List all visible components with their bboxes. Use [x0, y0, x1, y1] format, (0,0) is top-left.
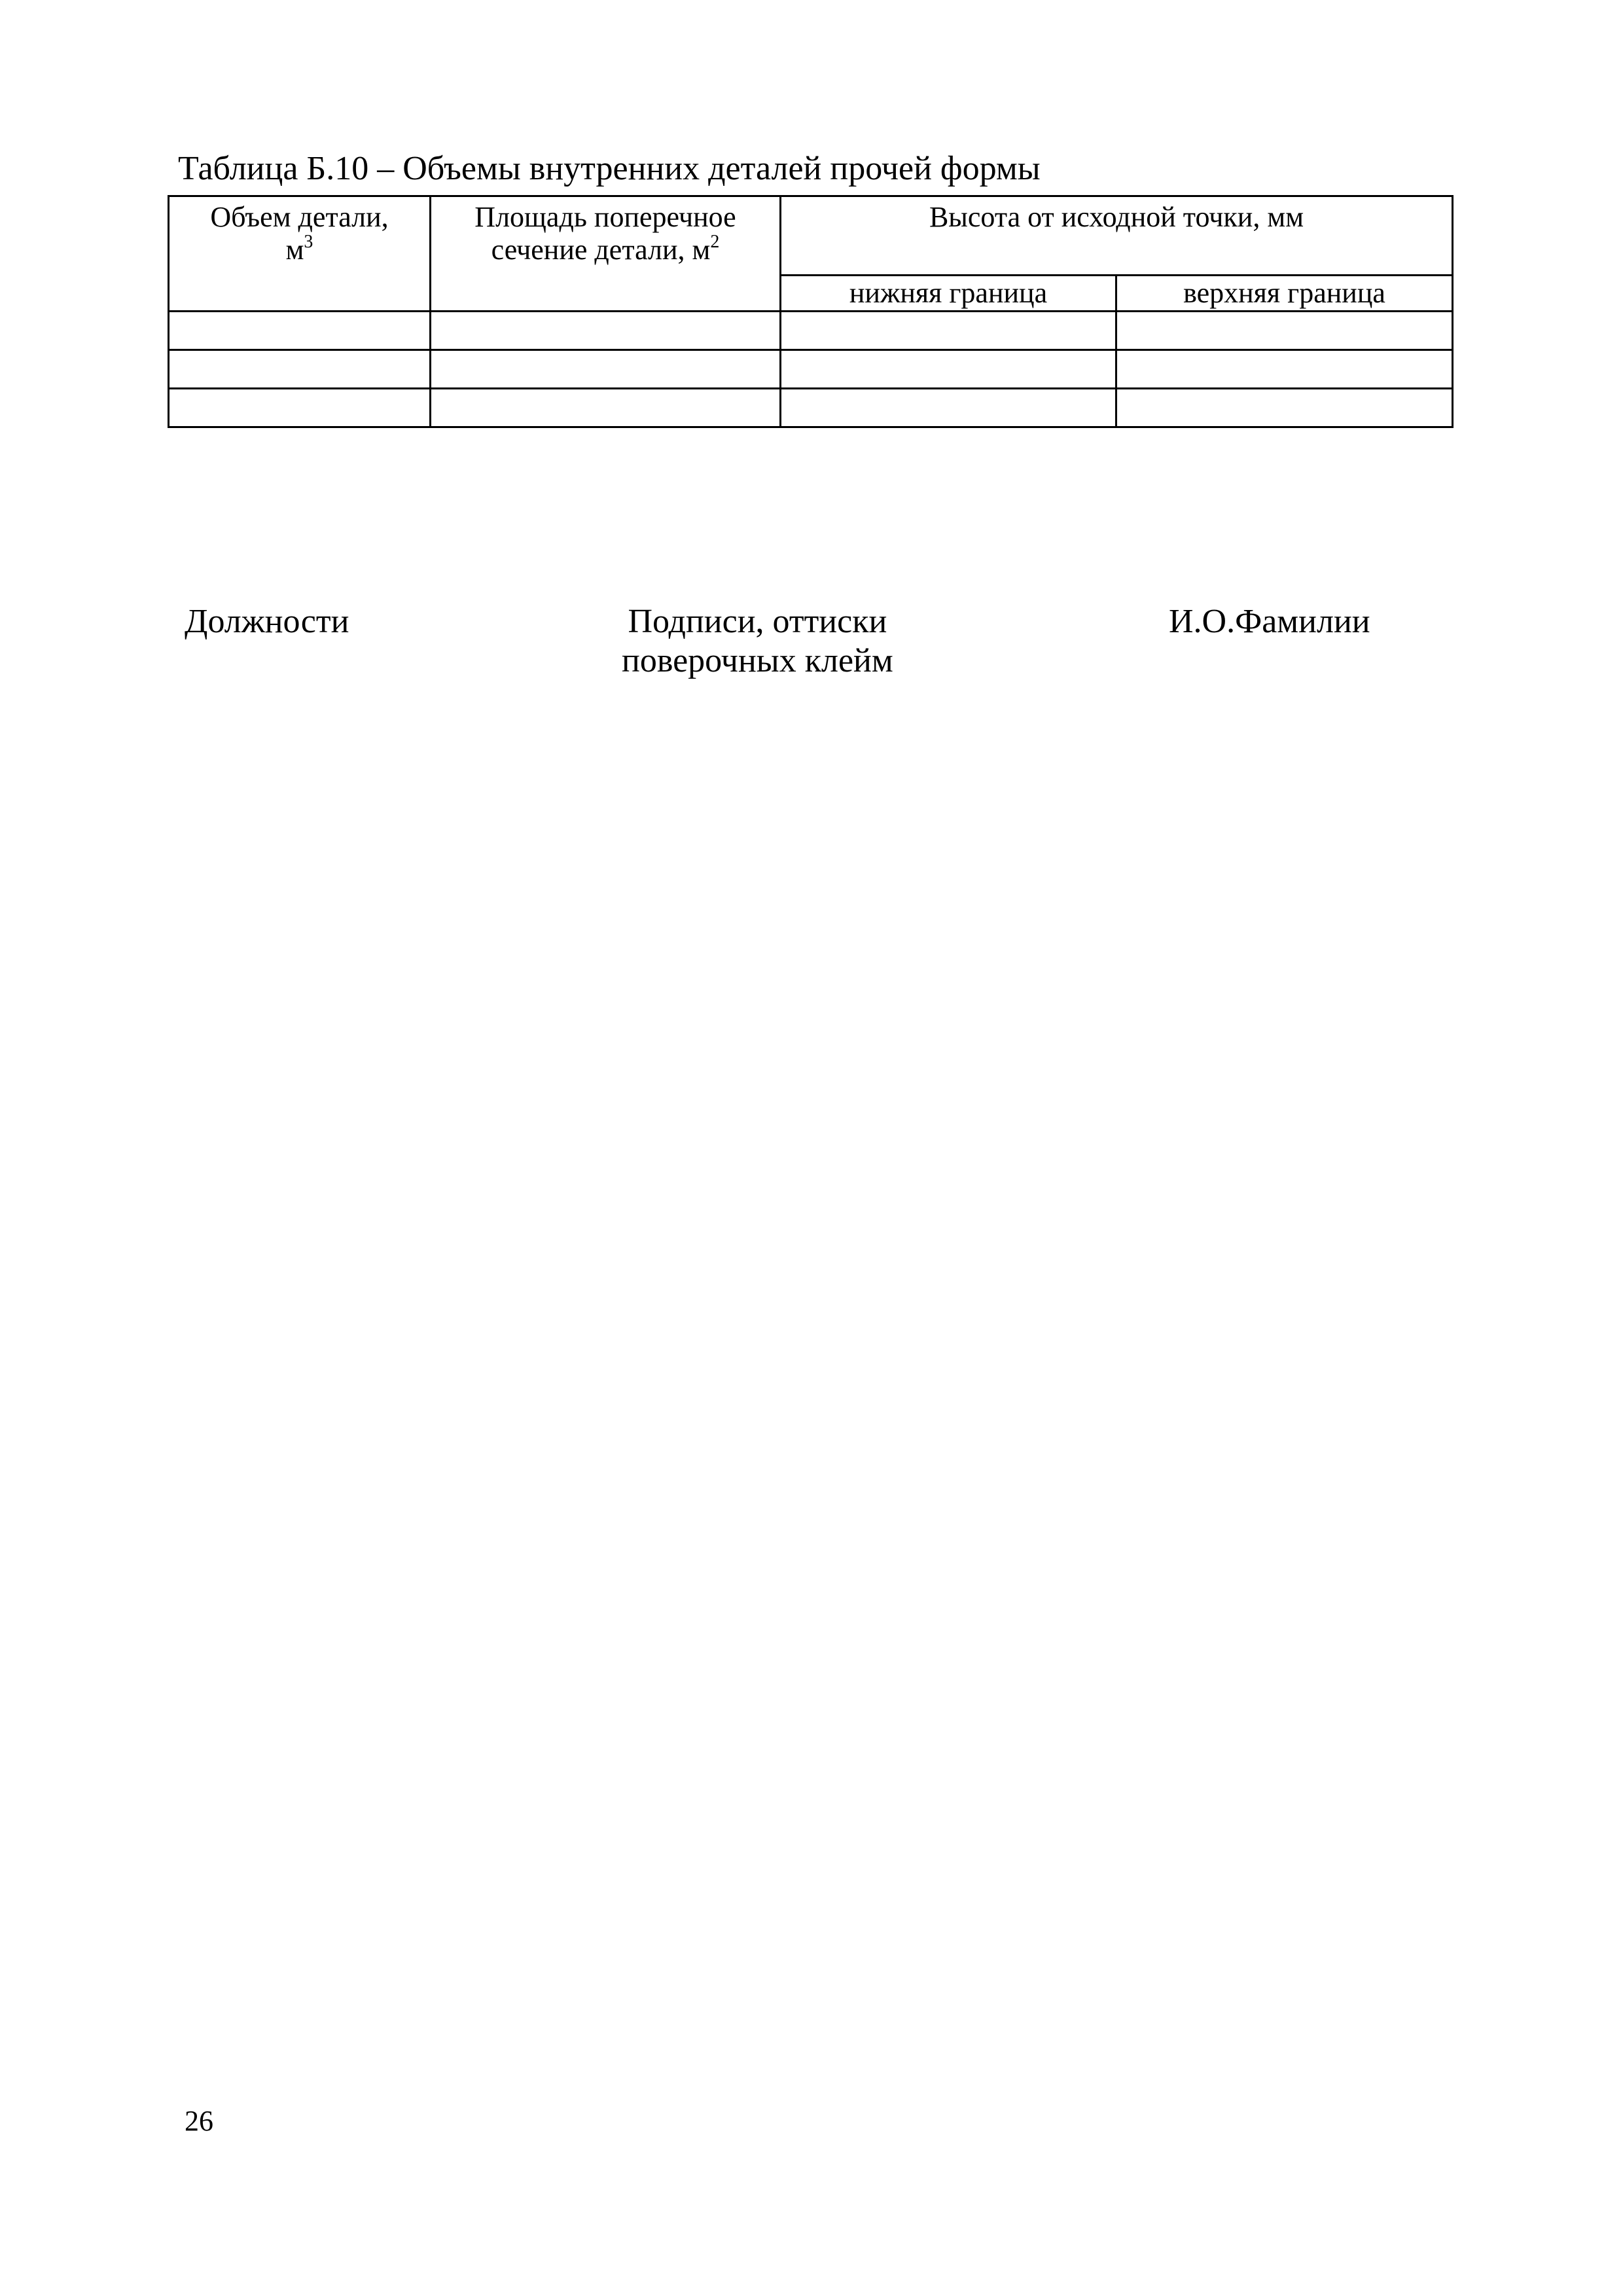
signature-positions-label: Должности — [185, 603, 349, 640]
table-cell — [431, 350, 781, 389]
table-row — [169, 312, 1453, 350]
signature-names-label: И.О.Фамилии — [1169, 603, 1370, 640]
header-lower-bound: нижняя граница — [781, 276, 1116, 312]
header-volume — [169, 196, 431, 312]
volumes-table — [168, 195, 1454, 428]
table-cell — [169, 312, 431, 350]
header-volume-label: Объем детали, — [210, 201, 389, 233]
table-cell — [781, 312, 1116, 350]
table-cell — [1116, 389, 1453, 427]
header-area — [431, 196, 781, 312]
header-height: Высота от исходной точки, мм — [781, 196, 1453, 276]
header-volume-unit: $м^3$ — [285, 232, 313, 266]
page-number: 26 — [185, 2105, 213, 2137]
table-cell — [169, 350, 431, 389]
table-row — [169, 389, 1453, 427]
table-cell — [781, 389, 1116, 427]
header-upper-bound: верхняя граница — [1116, 276, 1453, 312]
header-area-line1: Площадь поперечное — [474, 201, 736, 233]
area-exponent: 2 — [710, 232, 720, 252]
table-cell — [1116, 350, 1453, 389]
signatures-line2: поверочных клейм — [622, 642, 893, 679]
table-cell — [1116, 312, 1453, 350]
table-cell — [431, 389, 781, 427]
table-header-row — [169, 196, 1453, 276]
header-area-line2: сечение детали, $м^2$ — [491, 232, 720, 266]
table-cell — [431, 312, 781, 350]
signature-signatures-label — [622, 602, 893, 681]
table-cell — [169, 389, 431, 427]
signatures-line1: Подписи, оттиски — [628, 603, 887, 640]
table-caption: Таблица Б.10 – Объемы внутренних деталей прочей формы — [178, 150, 1041, 187]
volume-exponent: 3 — [304, 232, 313, 252]
table-row — [169, 350, 1453, 389]
table-cell — [781, 350, 1116, 389]
